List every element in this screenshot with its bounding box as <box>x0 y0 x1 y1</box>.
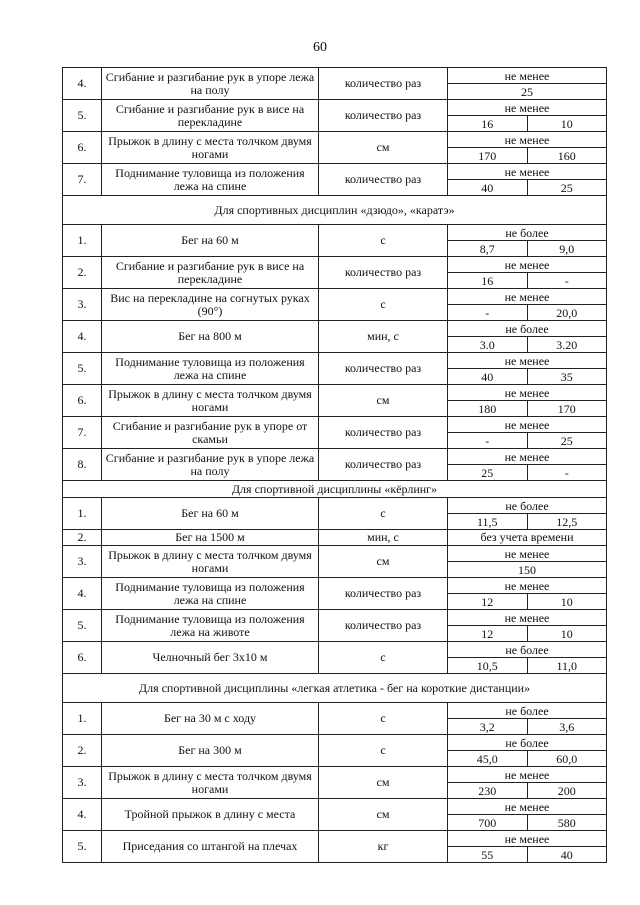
norm-condition: не менее <box>448 449 607 465</box>
norm-value-boys: 40 <box>448 369 528 385</box>
norm-value-boys: 16 <box>448 116 528 132</box>
row-number: 1. <box>63 498 102 530</box>
row-number: 4. <box>63 578 102 610</box>
norm-condition: не менее <box>448 385 607 401</box>
exercise-name: Вис на перекладине на согнутых руках (90°) <box>102 289 319 321</box>
norm-value-boys: 40 <box>448 180 528 196</box>
table-row <box>63 735 607 751</box>
exercise-name: Бег на 60 м <box>102 225 319 257</box>
standards-table <box>62 67 607 863</box>
table-row <box>63 530 607 546</box>
norm-condition: не менее <box>448 767 607 783</box>
row-number: 5. <box>63 831 102 863</box>
norm-value-girls: 20,0 <box>527 305 607 321</box>
exercise-name: Сгибание и разгибание рук в упоре лежа на полу <box>102 449 319 481</box>
table-row <box>63 132 607 148</box>
norm-value-girls: 12,5 <box>527 514 607 530</box>
norm-value-girls: 40 <box>527 847 607 863</box>
table-row <box>63 498 607 514</box>
row-number: 1. <box>63 225 102 257</box>
section-header-row <box>63 481 607 498</box>
table-row <box>63 353 607 369</box>
unit-of-measure: см <box>319 385 448 417</box>
unit-of-measure: см <box>319 132 448 164</box>
table-row <box>63 831 607 847</box>
exercise-name: Тройной прыжок в длину с места <box>102 799 319 831</box>
norm-value-girls: - <box>527 465 607 481</box>
norm-value-girls: 580 <box>527 815 607 831</box>
table-row <box>63 546 607 562</box>
table-row <box>63 610 607 626</box>
exercise-name: Сгибание и разгибание рук в упоре лежа на полу <box>102 68 319 100</box>
row-number: 2. <box>63 735 102 767</box>
table-row <box>63 257 607 273</box>
unit-of-measure: см <box>319 767 448 799</box>
norm-condition: не более <box>448 498 607 514</box>
norm-value-girls: 170 <box>527 401 607 417</box>
unit-of-measure: количество раз <box>319 449 448 481</box>
unit-of-measure: с <box>319 703 448 735</box>
table-row <box>63 449 607 465</box>
norm-value: 25 <box>448 84 607 100</box>
norm-condition: не более <box>448 642 607 658</box>
row-number: 5. <box>63 100 102 132</box>
norm-value-boys: 55 <box>448 847 528 863</box>
row-number: 3. <box>63 767 102 799</box>
norm-value-boys: 12 <box>448 626 528 642</box>
norm-condition: не менее <box>448 257 607 273</box>
norm-value-girls: 11,0 <box>527 658 607 674</box>
row-number: 7. <box>63 417 102 449</box>
norm-value-girls: 200 <box>527 783 607 799</box>
exercise-name: Прыжок в длину с места толчком двумя ногами <box>102 767 319 799</box>
table-row <box>63 164 607 180</box>
norm-condition: не менее <box>448 610 607 626</box>
row-number: 1. <box>63 703 102 735</box>
norm-value-girls: - <box>527 273 607 289</box>
unit-of-measure: количество раз <box>319 417 448 449</box>
norm-value-girls: 10 <box>527 116 607 132</box>
unit-of-measure: с <box>319 289 448 321</box>
exercise-name: Бег на 30 м с ходу <box>102 703 319 735</box>
row-number: 6. <box>63 642 102 674</box>
unit-of-measure: количество раз <box>319 100 448 132</box>
exercise-name: Бег на 60 м <box>102 498 319 530</box>
table-row <box>63 578 607 594</box>
section-title: Для спортивных дисциплин «дзюдо», «каратэ» <box>63 196 607 225</box>
norm-condition: не менее <box>448 578 607 594</box>
exercise-name: Прыжок в длину с места толчком двумя ногами <box>102 385 319 417</box>
norm-condition: не менее <box>448 164 607 180</box>
row-number: 4. <box>63 68 102 100</box>
norm-value-boys: 11,5 <box>448 514 528 530</box>
norm-condition: не более <box>448 225 607 241</box>
norm-value-girls: 60,0 <box>527 751 607 767</box>
unit-of-measure: мин, с <box>319 530 448 546</box>
norm-value-girls: 10 <box>527 626 607 642</box>
unit-of-measure: количество раз <box>319 164 448 196</box>
norm-condition: не менее <box>448 546 607 562</box>
row-number: 7. <box>63 164 102 196</box>
unit-of-measure: количество раз <box>319 578 448 610</box>
norm-value-boys: - <box>448 433 528 449</box>
row-number: 6. <box>63 132 102 164</box>
norm-value-boys: 3.0 <box>448 337 528 353</box>
unit-of-measure: количество раз <box>319 610 448 642</box>
norm-condition: не менее <box>448 68 607 84</box>
unit-of-measure: количество раз <box>319 353 448 385</box>
norm-value-boys: 16 <box>448 273 528 289</box>
exercise-name: Приседания со штангой на плечах <box>102 831 319 863</box>
norm-value-boys: 8,7 <box>448 241 528 257</box>
row-number: 5. <box>63 353 102 385</box>
row-number: 3. <box>63 546 102 578</box>
norm-value-boys: - <box>448 305 528 321</box>
exercise-name: Поднимание туловища из положения лежа на животе <box>102 610 319 642</box>
row-number: 8. <box>63 449 102 481</box>
table-row <box>63 767 607 783</box>
norm-value-girls: 10 <box>527 594 607 610</box>
norm-value-boys: 12 <box>448 594 528 610</box>
standards-table-body <box>63 68 607 863</box>
norm-condition: не менее <box>448 289 607 305</box>
unit-of-measure: мин, с <box>319 321 448 353</box>
norm-value-boys: 25 <box>448 465 528 481</box>
unit-of-measure: с <box>319 225 448 257</box>
table-row <box>63 703 607 719</box>
unit-of-measure: см <box>319 799 448 831</box>
norm-value-boys: 700 <box>448 815 528 831</box>
row-number: 4. <box>63 799 102 831</box>
norm-condition: не более <box>448 735 607 751</box>
norm-value: без учета времени <box>448 530 607 546</box>
exercise-name: Прыжок в длину с места толчком двумя ногами <box>102 132 319 164</box>
norm-value-boys: 180 <box>448 401 528 417</box>
norm-value-boys: 45,0 <box>448 751 528 767</box>
unit-of-measure: количество раз <box>319 257 448 289</box>
exercise-name: Сгибание и разгибание рук в висе на перекладине <box>102 100 319 132</box>
table-row <box>63 100 607 116</box>
unit-of-measure: см <box>319 546 448 578</box>
norm-condition: не более <box>448 321 607 337</box>
norm-condition: не менее <box>448 417 607 433</box>
norm-condition: не менее <box>448 100 607 116</box>
table-row <box>63 385 607 401</box>
exercise-name: Прыжок в длину с места толчком двумя ногами <box>102 546 319 578</box>
row-number: 3. <box>63 289 102 321</box>
exercise-name: Бег на 800 м <box>102 321 319 353</box>
page-number: 60 <box>313 40 327 55</box>
section-title: Для спортивной дисциплины «кёрлинг» <box>63 481 607 498</box>
exercise-name: Бег на 300 м <box>102 735 319 767</box>
norm-value-girls: 3.20 <box>527 337 607 353</box>
row-number: 5. <box>63 610 102 642</box>
row-number: 6. <box>63 385 102 417</box>
norm-condition: не менее <box>448 831 607 847</box>
section-header-row <box>63 674 607 703</box>
norm-condition: не менее <box>448 132 607 148</box>
norm-value-girls: 9,0 <box>527 241 607 257</box>
norm-value-boys: 230 <box>448 783 528 799</box>
unit-of-measure: с <box>319 498 448 530</box>
section-header-row <box>63 196 607 225</box>
exercise-name: Челночный бег 3х10 м <box>102 642 319 674</box>
norm-condition: не менее <box>448 799 607 815</box>
norm-value-girls: 3,6 <box>527 719 607 735</box>
table-row <box>63 417 607 433</box>
row-number: 4. <box>63 321 102 353</box>
table-row <box>63 642 607 658</box>
table-row <box>63 225 607 241</box>
unit-of-measure: с <box>319 642 448 674</box>
norm-value-boys: 10,5 <box>448 658 528 674</box>
row-number: 2. <box>63 257 102 289</box>
row-number: 2. <box>63 530 102 546</box>
table-row <box>63 289 607 305</box>
exercise-name: Поднимание туловища из положения лежа на спине <box>102 164 319 196</box>
norm-value-girls: 25 <box>527 433 607 449</box>
norm-condition: не менее <box>448 353 607 369</box>
norm-value-girls: 25 <box>527 180 607 196</box>
table-row <box>63 321 607 337</box>
norm-value: 150 <box>448 562 607 578</box>
unit-of-measure: количество раз <box>319 68 448 100</box>
exercise-name: Сгибание и разгибание рук в висе на перекладине <box>102 257 319 289</box>
exercise-name: Поднимание туловища из положения лежа на спине <box>102 353 319 385</box>
norm-condition: не более <box>448 703 607 719</box>
exercise-name: Бег на 1500 м <box>102 530 319 546</box>
norm-value-girls: 35 <box>527 369 607 385</box>
unit-of-measure: с <box>319 735 448 767</box>
exercise-name: Сгибание и разгибание рук в упоре от скамьи <box>102 417 319 449</box>
norm-value-boys: 170 <box>448 148 528 164</box>
norm-value-girls: 160 <box>527 148 607 164</box>
table-row <box>63 799 607 815</box>
exercise-name: Поднимание туловища из положения лежа на спине <box>102 578 319 610</box>
table-row <box>63 68 607 84</box>
norm-value-boys: 3,2 <box>448 719 528 735</box>
section-title: Для спортивной дисциплины «легкая атлетика - бег на короткие дистанции» <box>63 674 607 703</box>
unit-of-measure: кг <box>319 831 448 863</box>
